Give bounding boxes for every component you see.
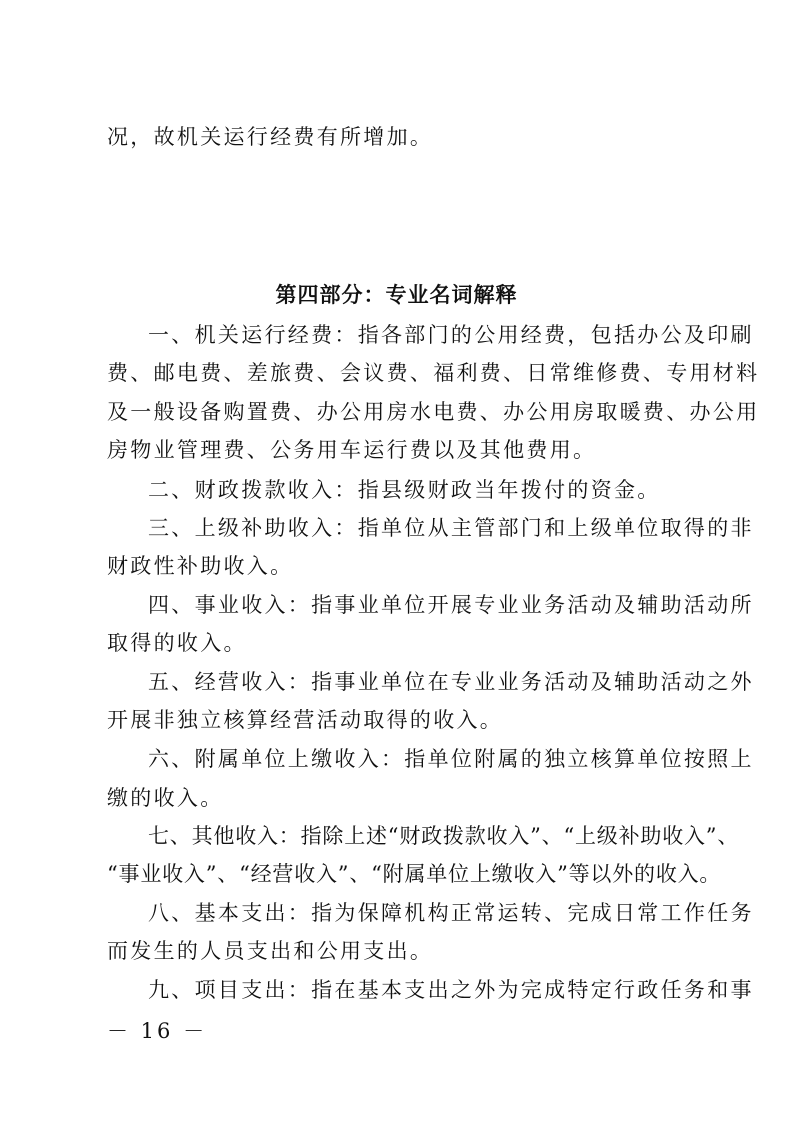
paragraph-line: 取得的收入。 xyxy=(107,631,247,655)
paragraph-line: 而发生的人员支出和公用支出。 xyxy=(107,939,434,963)
section-heading: 第四部分：专业名词解释 xyxy=(275,282,518,307)
paragraph-line: 二、财政拨款收入：指县级财政当年拨付的资金。 xyxy=(148,478,661,502)
paragraph-line: 及一般设备购置费、办公用房水电费、办公用房取暖费、办公用 xyxy=(107,400,760,424)
paragraph-line: 五、经营收入：指事业单位在专业业务活动及辅助活动之外 xyxy=(148,670,754,694)
paragraph-line: 九、项目支出：指在基本支出之外为完成特定行政任务和事 xyxy=(148,978,754,1002)
paragraph-line: 房物业管理费、公务用车运行费以及其他费用。 xyxy=(107,438,597,462)
paragraph-line: “事业收入”、“经营收入”、“附属单位上缴收入”等以外的收入。 xyxy=(107,862,722,886)
paragraph-line: 缴的收入。 xyxy=(107,786,224,810)
paragraph-line: 一、机关运行经费：指各部门的公用经费，包括办公及印刷 xyxy=(148,323,754,347)
paragraph-line: 财政性补助收入。 xyxy=(107,554,294,578)
paragraph-line: 三、上级补助收入：指单位从主管部门和上级单位取得的非 xyxy=(148,516,754,540)
paragraph-line: 七、其他收入：指除上述“财政拨款收入”、“上级补助收入”、 xyxy=(148,824,740,848)
paragraph-line: 开展非独立核算经营活动取得的收入。 xyxy=(107,708,504,732)
paragraph-line: 四、事业收入：指事业单位开展专业业务活动及辅助活动所 xyxy=(148,593,754,617)
body-text-line: 况，故机关运行经费有所增加。 xyxy=(107,125,434,149)
paragraph-line: 费、邮电费、差旅费、会议费、福利费、日常维修费、专用材料 xyxy=(107,361,760,385)
paragraph-line: 八、基本支出：指为保障机构正常运转、完成日常工作任务 xyxy=(148,901,754,925)
page-number: － 16 － xyxy=(107,1019,208,1043)
paragraph-line: 六、附属单位上缴收入：指单位附属的独立核算单位按照上 xyxy=(148,747,754,771)
